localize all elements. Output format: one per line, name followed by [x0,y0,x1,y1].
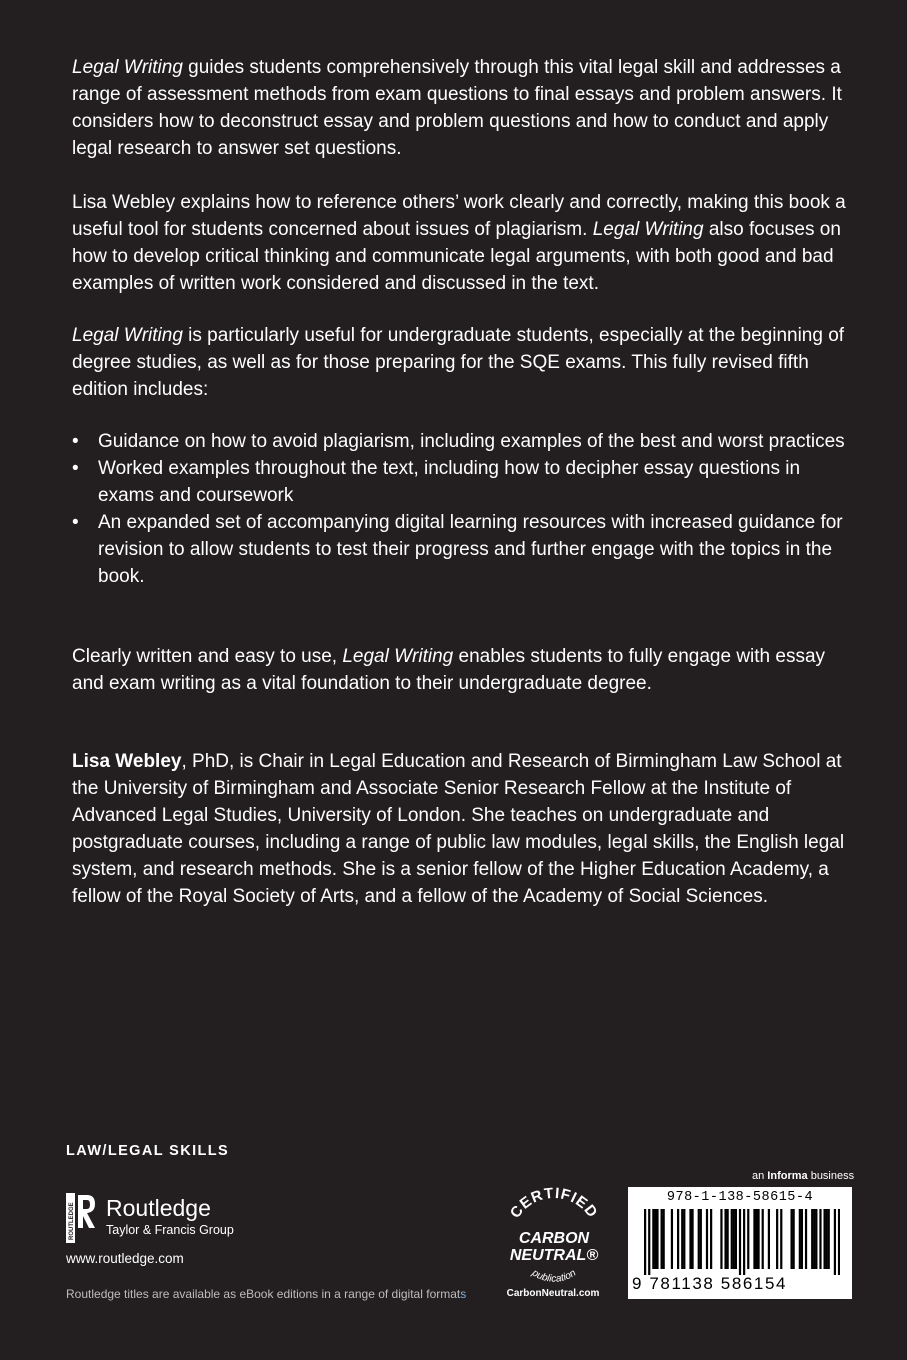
barcode-bar [671,1209,673,1269]
author-bio-text: , PhD, is Chair in Legal Education and Research of Birmingham Law School at the University of Birmingham and Associate Senior Research Fellow at the Institute of Advanced Legal Studies, University of London. She teaches on undergraduate and postgraduate courses, including a range of public law modules, legal skills, the English legal system, and research methods. She is a senior fellow of the Higher Education Academy, a fellow of the Royal Society of Arts, and a fellow of the Academy of Social Sciences. [72,751,845,907]
barcode-bar [768,1209,770,1269]
barcode-bars [644,1209,840,1275]
informa-prefix: an [752,1170,768,1182]
carbon-neutral-seal [494,1185,614,1305]
barcode-bar [731,1209,733,1269]
publisher-group: Taylor & Francis Group [106,1223,234,1237]
barcode-bar [811,1209,813,1269]
barcode-bar [733,1209,735,1269]
book-title: Legal Writing [72,57,183,78]
barcode-bar [710,1209,712,1269]
barcode-bar [813,1209,815,1269]
list-item: • Worked examples throughout the text, including how to decipher essay questions in exams and coursework [72,455,847,509]
seal-bottom-text: publication [529,1267,579,1285]
barcode-bar [698,1209,700,1269]
barcode-bar [815,1209,817,1269]
author-name: Lisa Webley [72,751,182,772]
ebook-note-tail: s [460,1287,467,1301]
barcode-bar [828,1209,830,1269]
barcode-bar [799,1209,801,1269]
barcode-bar [681,1209,683,1269]
barcode-bar [790,1209,792,1269]
barcode-bar [656,1209,658,1269]
barcode-bar [755,1209,757,1269]
barcode-bar [724,1209,726,1269]
barcode-bar [663,1209,665,1269]
seal-line-2: NEUTRAL® [509,1247,599,1264]
barcode-bar [689,1209,691,1269]
barcode-bar [819,1209,821,1269]
informa-suffix: business [807,1170,855,1182]
seal-top-text: CERTIFIED [506,1185,602,1222]
book-title: Legal Writing [72,325,183,346]
barcode-bar [691,1209,693,1269]
paragraph-text: Lisa Webley explains how to reference others’ work clearly and correctly, making this book a useful tool for students concerned about issues of plagiarism. [72,192,846,240]
barcode-bar [776,1209,778,1269]
barcode-bar [644,1209,646,1275]
barcode-bar [654,1209,656,1269]
barcode-bar [823,1209,825,1269]
barcode-bar [677,1209,679,1269]
author-bio [72,748,847,910]
barcode-bar [762,1209,764,1269]
isbn-text: 978-1-138-58615-4 [666,1190,814,1205]
book-title: Legal Writing [592,219,704,240]
barcode-bar [739,1209,741,1275]
seal-website: CarbonNeutral.com [506,1288,600,1299]
description-paragraph-3 [72,322,847,403]
paragraph-text: is particularly useful for undergraduate students, especially at the beginning of degree studies, as well as for those preparing for the SQE exams. This fully revised fifth edition includes: [72,325,845,400]
routledge-r-icon [66,1193,96,1243]
barcode-bar [700,1209,702,1269]
barcode-bar [793,1209,795,1269]
barcode-bar [805,1209,807,1269]
paragraph-text: also focuses on how to develop critical thinking and communicate legal arguments, with both good and bad examples of written work considered and discussed in the text. [72,219,841,294]
barcode-bar [780,1209,782,1269]
barcode-bar [683,1209,685,1269]
barcode-bar [706,1209,708,1269]
paragraph-text: enables students to fully engage with essay and exam writing as a vital foundation to their undergraduate degree. [72,646,826,694]
list-item: • Guidance on how to avoid plagiarism, including examples of the best and worst practices [72,428,847,455]
logo-vertical-text: ROUTLEDGE [69,1202,75,1240]
description-paragraph-1 [72,54,847,162]
barcode-bar [834,1209,836,1275]
informa-tagline [752,1170,854,1182]
isbn-barcode [628,1187,852,1299]
publisher-name: Routledge [106,1195,211,1221]
barcode-bar [753,1209,755,1269]
publisher-website[interactable]: www.routledge.com [66,1251,184,1266]
description-paragraph-2 [72,189,847,297]
barcode-bar [757,1209,759,1269]
barcode-bar [648,1209,650,1275]
features-list [72,428,847,590]
ebook-note-text: Routledge titles are available as eBook editions in a range of digital format [66,1287,461,1301]
routledge-logo [66,1193,266,1243]
barcode-digits: 9 781138 586154 [632,1274,788,1293]
barcode-bar [661,1209,663,1269]
subject-category: LAW/LEGAL SKILLS [66,1143,230,1159]
informa-name: Informa [767,1170,808,1182]
ebook-note [66,1287,466,1301]
barcode-bar [747,1209,749,1269]
book-title: Legal Writing [342,646,454,667]
barcode-bar [801,1209,803,1269]
seal-line-1: CARBON [518,1230,590,1247]
barcode-bar [652,1209,654,1269]
paragraph-text: guides students comprehensively through this vital legal skill and addresses a range of assessment methods from exam questions to final essays and problem answers. It considers how to deconstruct essay and problem questions and how to conduct and apply legal research to answer set questions. [72,57,842,159]
barcode-bar [743,1209,745,1275]
barcode-bar [838,1209,840,1275]
list-item: • An expanded set of accompanying digital learning resources with increased guidance for revision to allow students to test their progress and further engage with the topics in the book. [72,509,847,590]
barcode-bar [826,1209,828,1269]
barcode-bar [720,1209,722,1269]
description-paragraph-5 [72,643,847,697]
barcode-bar [727,1209,729,1269]
barcode-bar [735,1209,737,1269]
paragraph-text: Clearly written and easy to use, [72,646,343,667]
